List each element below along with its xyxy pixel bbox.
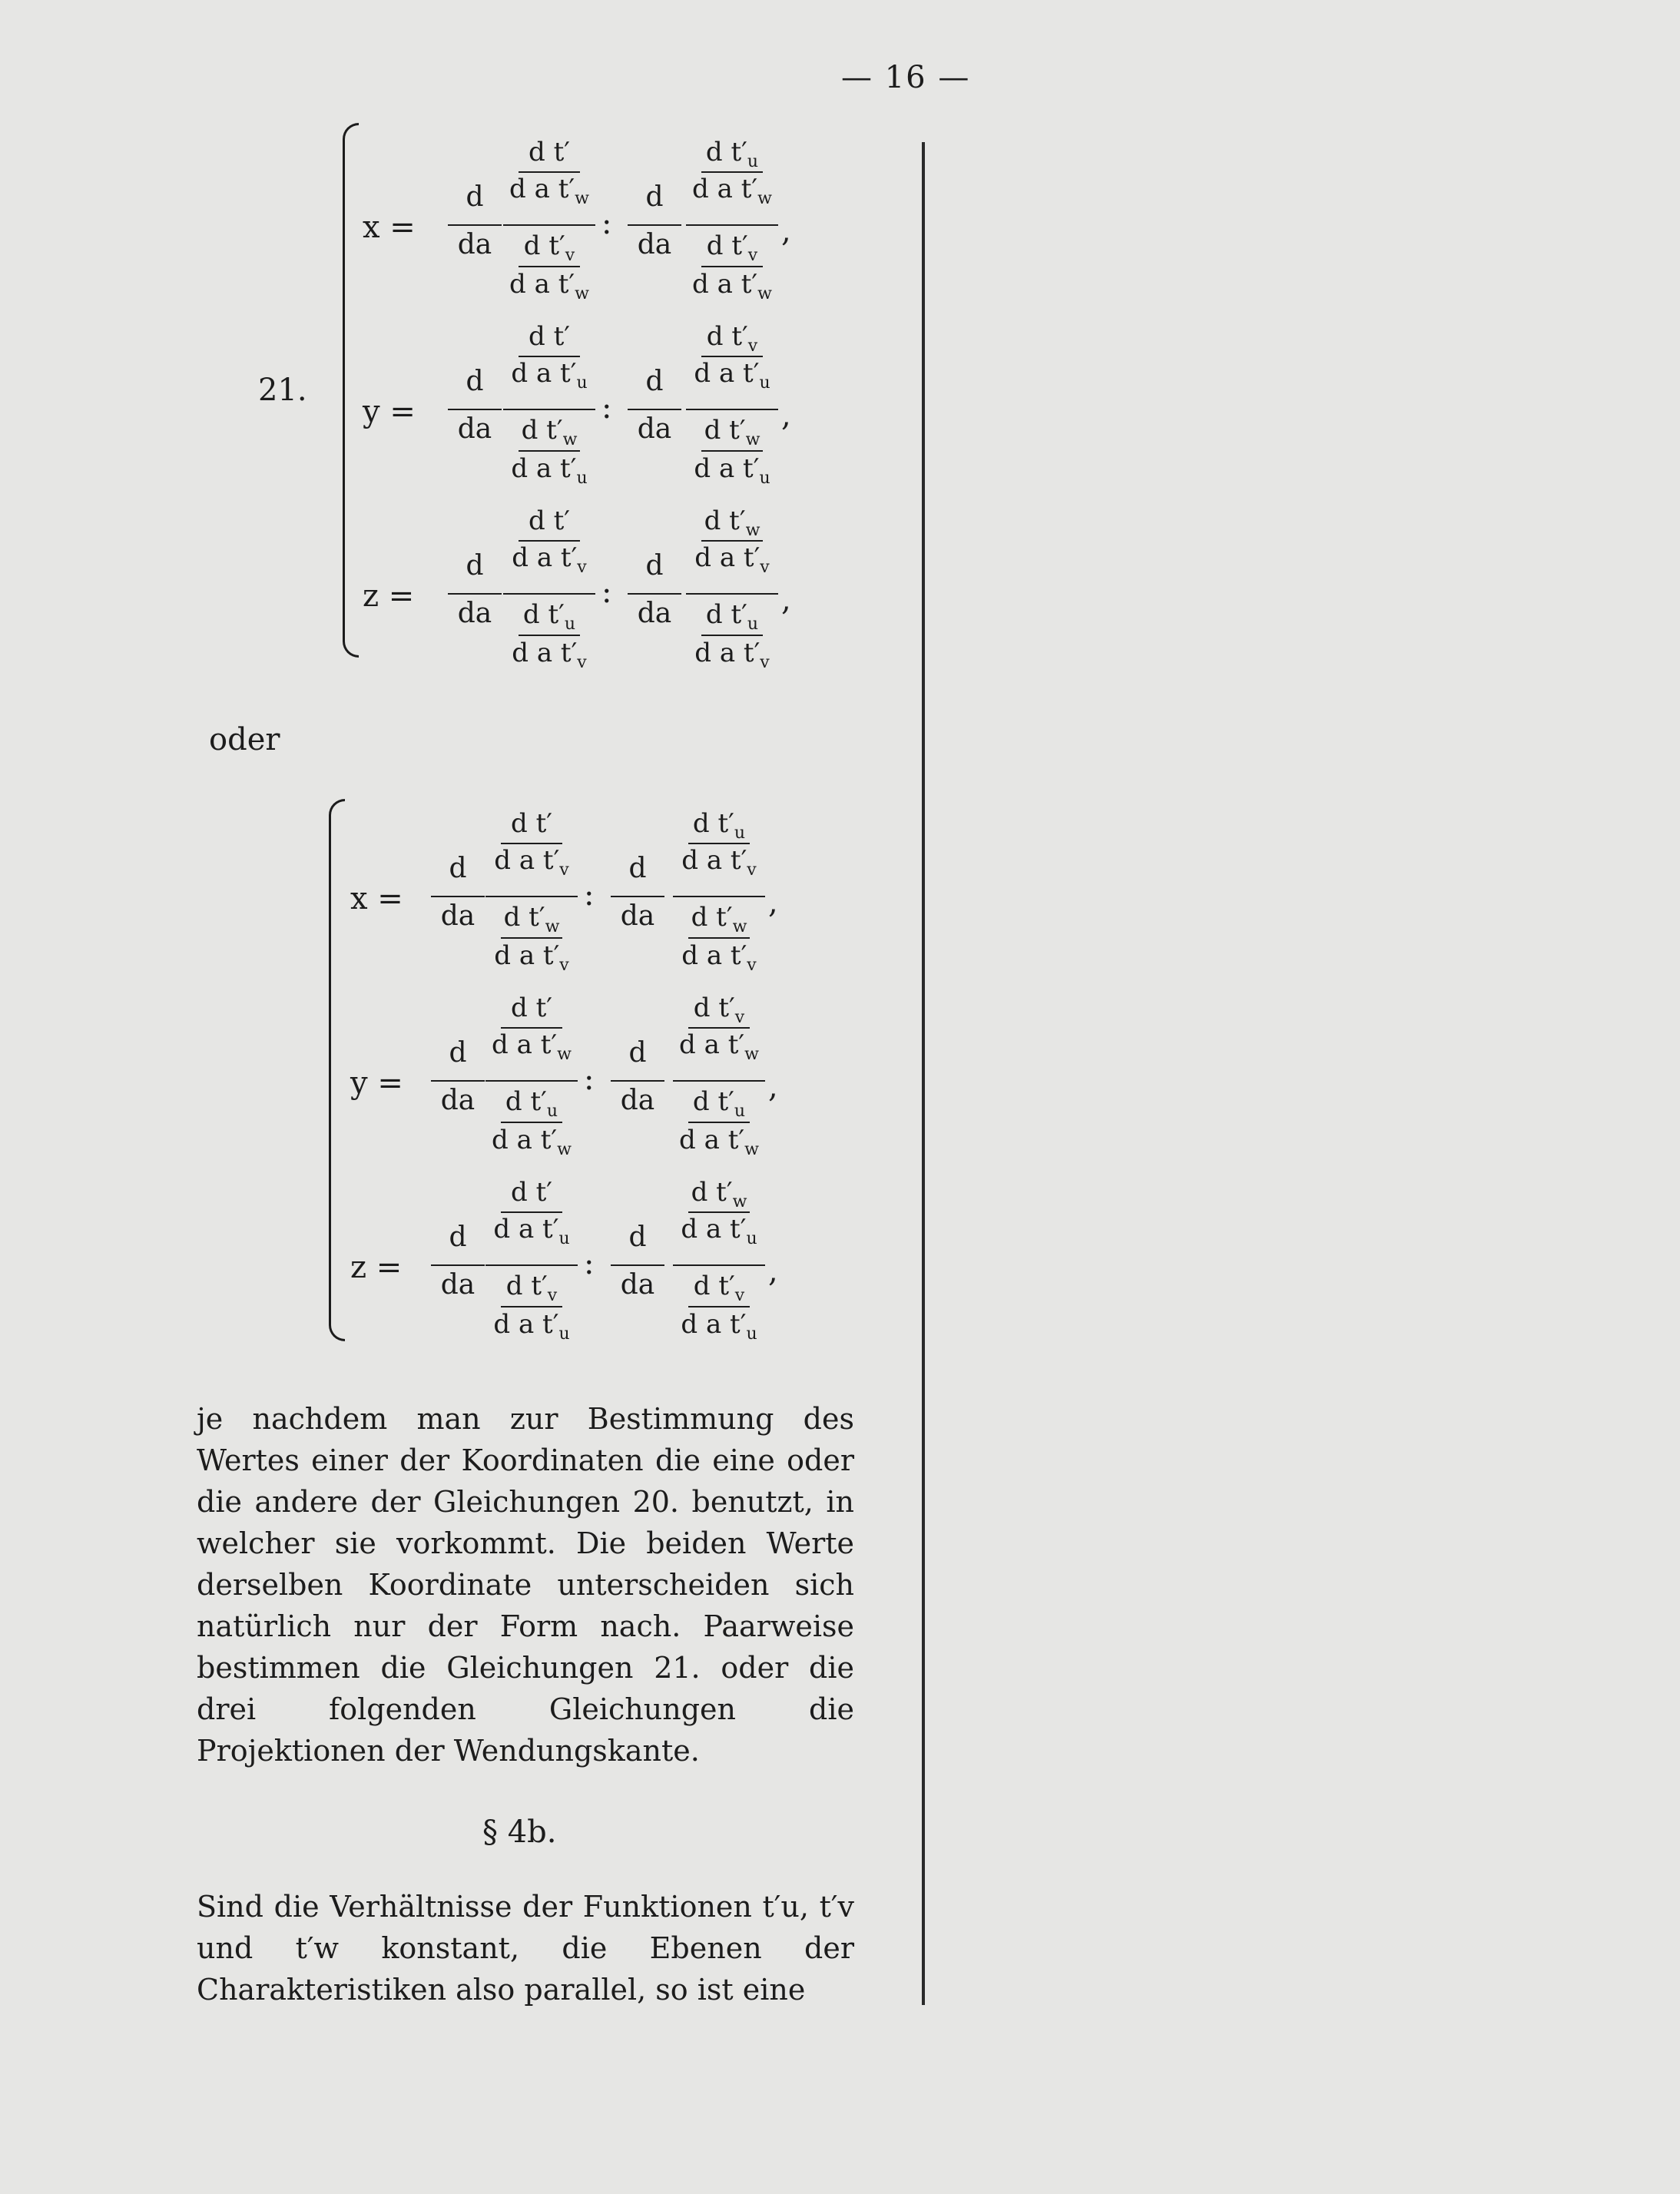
system1-row-z-frac2-row-2: d a $t'_v$: [694, 542, 770, 577]
system1-row-y-frac1-row-3: d $t'_w$: [521, 415, 578, 449]
system1-row-z-d2: d: [645, 550, 664, 582]
system2-row-x-d1: d: [449, 853, 467, 884]
system1-row-y-frac2-bar-bottom: [701, 450, 763, 452]
system1-row-y-frac2-row-3: d $t'_w$: [704, 415, 760, 449]
system2-row-z-da1: da: [440, 1269, 476, 1301]
system2-row-x-frac2-row-2: d a $t'_v$: [681, 845, 757, 880]
system1-row-x-frac1-bar-top: [519, 171, 580, 173]
system2-row-z-da2: da: [620, 1269, 655, 1301]
system1-row-x-frac2-bar-top: [701, 171, 763, 173]
system1-row-y-comma: ,: [781, 398, 791, 433]
system1-row-x-frac1-bar-bottom: [519, 266, 580, 267]
system2-row-z-comma: ,: [768, 1254, 778, 1289]
system2-row-y-frac1-row-2: d a $t'_w$: [492, 1029, 572, 1064]
system2-row-x-frac1-bar-bottom: [501, 937, 562, 939]
system2-row-z-d1-line: [431, 1264, 485, 1266]
system1-row-x-lhs: x =: [363, 210, 416, 245]
system1-row-z-frac1-row-2: d a $t'_v$: [512, 542, 587, 577]
system1-row-x-d2: d: [645, 181, 664, 213]
system1-row-x-frac1-row-3: d $t'_v$: [523, 230, 575, 265]
system2-row-z-d2-line: [611, 1264, 664, 1266]
paragraph-2: Sind die Verhältnisse der Funktionen t′u, t′v und t′w konstant, die Ebenen der Charakteristiken also parallel, so ist eine: [197, 1890, 854, 2007]
system1-row-x-d1: d: [466, 181, 484, 213]
system1-row-x-frac1-bar-main: [503, 224, 595, 226]
system1-row-x-colon: :: [601, 206, 612, 241]
system2-row-x-frac1-bar-top: [501, 843, 562, 844]
system1-row-y-frac1-row-4: d a $t'_u$: [511, 453, 588, 488]
system2-row-y-colon: :: [584, 1062, 595, 1097]
system1-row-x-comma: ,: [781, 214, 791, 249]
system1-brace: [343, 123, 359, 658]
system2-row-x-frac2-bar-top: [688, 843, 750, 844]
section-title: § 4b.: [482, 1815, 557, 1850]
system1-row-y-d1-line: [448, 409, 502, 410]
system1-row-z-da2: da: [637, 598, 672, 629]
system2-row-z-frac2-row-1: d $t'_w$: [691, 1177, 747, 1211]
column-divider: [922, 142, 925, 2005]
paragraph-1: je nachdem man zur Bestimmung des Wertes einer der Koordinaten die eine oder die andere der Gleichungen 20. benutzt, in welcher sie vorkommt. Die beiden Werte derselben Koordinate unterscheiden sich natürlich nur der Form nach. Paarweise bestimmen die Gleichungen 21. oder die drei folgenden Gleichungen die Projektionen der Wendungskante.: [197, 1402, 854, 1768]
system2-row-y-frac1-row-1: d t′: [511, 993, 552, 1023]
system2-row-x-frac1-row-1: d t′: [511, 808, 552, 839]
system1-row-x-frac1-row-4: d a $t'_w$: [509, 269, 589, 303]
system2-row-x-frac2-bar-bottom: [688, 937, 750, 939]
system1-row-z-frac1-row-1: d t′: [529, 505, 570, 536]
system1-row-z-colon: :: [601, 575, 612, 610]
system1-row-z-frac2-bar-main: [686, 593, 778, 595]
system1-row-y-frac1-bar-main: [503, 409, 595, 410]
system2-row-x-frac1-row-3: d $t'_w$: [503, 902, 560, 936]
system2-row-y-da2: da: [620, 1085, 655, 1116]
system1-row-z-frac2-row-1: d $t'_w$: [704, 505, 760, 540]
system2-row-z-frac1-row-4: d a $t'_u$: [493, 1309, 570, 1344]
system2-row-y-frac1-bar-main: [485, 1080, 578, 1082]
system2-row-z-frac1-bar-bottom: [501, 1306, 562, 1307]
system2-row-z-frac2-bar-top: [688, 1211, 750, 1213]
system2-row-x-da1: da: [440, 900, 476, 932]
system1-row-y-frac1-row-2: d a $t'_u$: [511, 358, 588, 393]
system2-row-z-frac1-row-3: d $t'_v$: [505, 1271, 558, 1305]
system1-row-z-frac2-row-3: d $t'_u$: [705, 599, 759, 634]
system1-row-y-d1: d: [466, 366, 484, 397]
system2-row-z-frac2-row-2: d a $t'_u$: [681, 1214, 757, 1248]
equation-number: 21.: [258, 373, 307, 408]
system2-row-y-da1: da: [440, 1085, 476, 1116]
system1-row-y-d2: d: [645, 366, 664, 397]
system2-row-y-frac2-bar-bottom: [688, 1122, 750, 1123]
system2-row-y-frac1-bar-bottom: [501, 1122, 562, 1123]
system1-row-z-frac1-bar-bottom: [519, 635, 580, 636]
system2-row-z-frac2-row-4: d a $t'_u$: [681, 1309, 757, 1344]
system1-row-y-da1: da: [457, 413, 492, 445]
system2-row-z-frac2-bar-main: [673, 1264, 765, 1266]
system2-row-x-colon: :: [584, 877, 595, 913]
system1-row-y-frac2-row-4: d a $t'_u$: [694, 453, 770, 488]
system2-brace: [329, 799, 345, 1341]
system1-row-z-d1: d: [466, 550, 484, 582]
system1-row-x-d1-line: [448, 224, 502, 226]
system1-row-x-frac2-row-3: d $t'_v$: [706, 230, 758, 265]
system2-row-x-comma: ,: [768, 885, 778, 920]
system2-row-y-d1: d: [449, 1037, 467, 1069]
system1-row-x-frac2-bar-bottom: [701, 266, 763, 267]
system1-row-y-da2: da: [637, 413, 672, 445]
system1-row-z-comma: ,: [781, 582, 791, 618]
system2-row-z-frac1-bar-main: [485, 1264, 578, 1266]
system2-row-x-frac2-row-4: d a $t'_v$: [681, 940, 757, 975]
system2-row-y-d1-line: [431, 1080, 485, 1082]
system2-row-z-frac2-row-3: d $t'_v$: [693, 1271, 745, 1305]
system1-row-z-frac1-row-4: d a $t'_v$: [512, 638, 587, 672]
system1-row-z-d1-line: [448, 593, 502, 595]
system1-row-y-lhs: y =: [363, 394, 416, 429]
system1-row-y-frac1-bar-top: [519, 356, 580, 357]
system2-row-x-frac1-bar-main: [485, 896, 578, 897]
system2-row-y-d2: d: [628, 1037, 647, 1069]
system1-row-x-frac2-row-4: d a $t'_w$: [692, 269, 772, 303]
system1-row-y-frac2-bar-top: [701, 356, 763, 357]
system2-row-x-d2: d: [628, 853, 647, 884]
system2-row-z-frac2-bar-bottom: [688, 1306, 750, 1307]
system1-row-x-frac2-row-1: d $t'_u$: [705, 137, 759, 171]
system2-row-x-frac1-row-4: d a $t'_v$: [494, 940, 569, 975]
system2-row-y-d2-line: [611, 1080, 664, 1082]
system1-row-y-frac1-row-1: d t′: [529, 321, 570, 352]
system1-row-x-da2: da: [637, 229, 672, 260]
system1-row-z-frac1-bar-main: [503, 593, 595, 595]
system2-row-x-da2: da: [620, 900, 655, 932]
system2-row-y-frac2-row-4: d a $t'_w$: [679, 1125, 759, 1159]
system1-row-x-d2-line: [628, 224, 681, 226]
system2-row-x-frac1-row-2: d a $t'_v$: [494, 845, 569, 880]
system2-row-y-frac1-row-4: d a $t'_w$: [492, 1125, 572, 1159]
system1-row-z-d2-line: [628, 593, 681, 595]
system1-row-y-colon: :: [601, 390, 612, 426]
system1-row-z-da1: da: [457, 598, 492, 629]
system1-row-x-frac2-bar-main: [686, 224, 778, 226]
system1-row-y-frac2-row-1: d $t'_v$: [706, 321, 758, 356]
system2-row-z-frac1-bar-top: [501, 1211, 562, 1213]
system2-row-x-frac2-row-3: d $t'_w$: [691, 902, 747, 936]
system1-row-x-frac1-row-2: d a $t'_w$: [509, 174, 589, 208]
system1-row-z-frac2-row-4: d a $t'_v$: [694, 638, 770, 672]
system2-row-y-frac2-bar-main: [673, 1080, 765, 1082]
system2-row-x-lhs: x =: [350, 881, 403, 916]
system1-row-z-frac1-row-3: d $t'_u$: [522, 599, 576, 634]
system1-row-z-frac2-bar-top: [701, 540, 763, 542]
system2-row-x-d2-line: [611, 896, 664, 897]
system2-row-y-frac2-row-3: d $t'_u$: [692, 1086, 746, 1121]
system1-row-x-frac2-row-2: d a $t'_w$: [692, 174, 772, 208]
system2-row-z-frac1-row-2: d a $t'_u$: [493, 1214, 570, 1248]
system1-row-x-frac1-row-1: d t′: [529, 137, 570, 167]
system2-row-z-d1: d: [449, 1221, 467, 1253]
connector-word: oder: [209, 722, 280, 757]
page-number: — 16 —: [841, 60, 971, 95]
system1-row-y-frac1-bar-bottom: [519, 450, 580, 452]
system2-row-x-frac2-row-1: d $t'_u$: [692, 808, 746, 843]
system1-row-y-frac2-bar-main: [686, 409, 778, 410]
system2-row-y-frac2-bar-top: [688, 1027, 750, 1029]
system2-row-y-frac1-row-3: d $t'_u$: [505, 1086, 558, 1121]
system2-row-y-frac1-bar-top: [501, 1027, 562, 1029]
system1-row-z-lhs: z =: [363, 578, 415, 614]
system2-row-y-lhs: y =: [350, 1066, 403, 1101]
system2-row-y-frac2-row-2: d a $t'_w$: [679, 1029, 759, 1064]
system2-row-y-comma: ,: [768, 1069, 778, 1105]
system1-row-z-frac1-bar-top: [519, 540, 580, 542]
system2-row-y-frac2-row-1: d $t'_v$: [693, 993, 745, 1027]
system2-row-z-frac1-row-1: d t′: [511, 1177, 552, 1208]
system1-row-y-frac2-row-2: d a $t'_u$: [694, 358, 770, 393]
system1-row-x-da1: da: [457, 229, 492, 260]
system1-row-z-frac2-bar-bottom: [701, 635, 763, 636]
system2-row-x-frac2-bar-main: [673, 896, 765, 897]
system2-row-x-d1-line: [431, 896, 485, 897]
system1-row-y-d2-line: [628, 409, 681, 410]
system2-row-z-lhs: z =: [350, 1250, 403, 1285]
system2-row-z-colon: :: [584, 1246, 595, 1281]
system2-row-z-d2: d: [628, 1221, 647, 1253]
